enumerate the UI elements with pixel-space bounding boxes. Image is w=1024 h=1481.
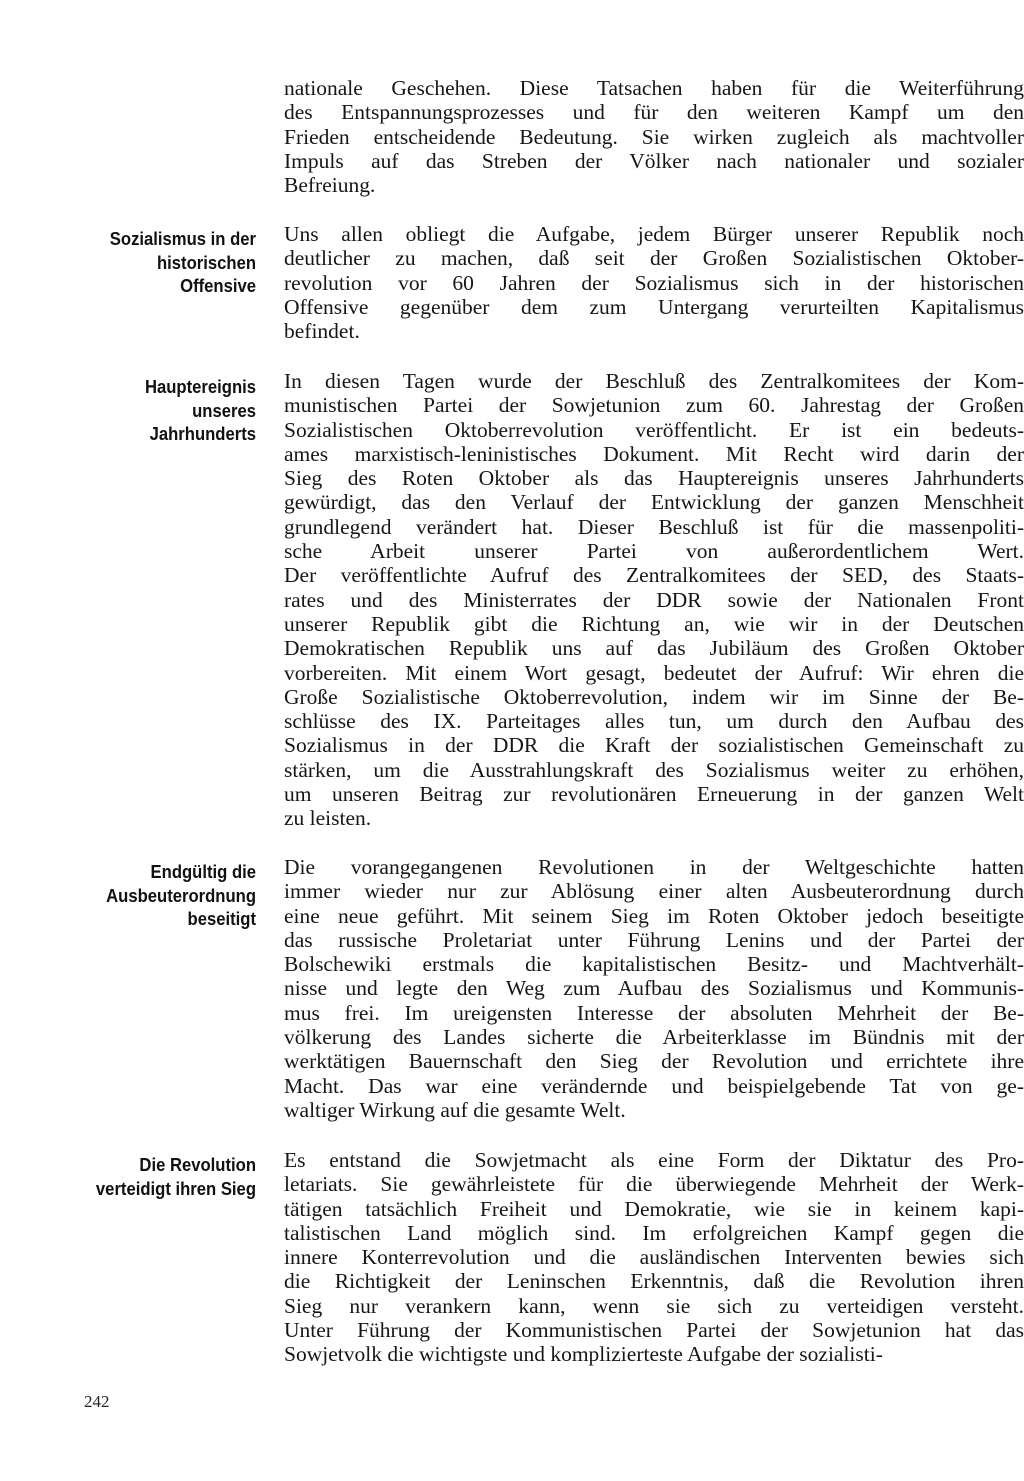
text-line: nisse und legte den Weg zum Aufbau des Sozialismus und Kommunis- [284, 976, 1024, 1001]
paragraph-nationale-geschehen [284, 76, 1024, 197]
text-line: Es entstand die Sowjetmacht als eine Form der Diktatur des Pro- [284, 1148, 1024, 1172]
text-line: Uns allen obliegt die Aufgabe, jedem Bürger unserer Republik noch [284, 222, 1024, 246]
text-line: Demokratischen Republik uns auf das Jubiläum des Großen Oktober [284, 636, 1024, 661]
paragraph-hauptereignis [284, 369, 1024, 831]
text-line: unserer Republik gibt die Richtung an, wie wir in der Deutschen [284, 611, 1024, 636]
text-line: Sowjetvolk die wichtigste und komplizierteste Aufgabe der sozialisti- [284, 1342, 883, 1367]
text-line: Sieg nur verankern kann, wenn sie sich zu verteidigen versteht. [284, 1293, 1024, 1318]
text-line: Befreiung. [284, 173, 376, 198]
text-line: grundlegend verändert hat. Dieser Beschluß ist für die massenpoliti- [284, 514, 1024, 539]
margin-note-endgueltig: Endgültig die Ausbeuterordnung beseitigt [106, 861, 256, 929]
text-line: Die vorangegangenen Revolutionen in der Weltgeschichte hatten [284, 855, 1024, 879]
text-line: Bolschewiki erstmals die kapitalistischen Besitz- und Machtverhält- [284, 952, 1024, 977]
text-line: eine neue geführt. Mit seinem Sieg im Roten Oktober jedoch beseitigte [284, 903, 1024, 928]
margin-note-hauptereignis: Hauptereignis unseres Jahrhunderts [144, 376, 256, 444]
text-line: gewürdigt, das den Verlauf der Entwicklung der ganzen Menschheit [284, 490, 1024, 515]
text-line: Impuls auf das Streben der Völker nach nationaler und sozialer [284, 148, 1024, 173]
text-line: zu leisten. [284, 806, 372, 831]
text-line: mus frei. Im ureigensten Interesse der absoluten Mehrheit der Be- [284, 1000, 1024, 1025]
text-line: Macht. Das war eine verändernde und beispielgebende Tat von ge- [284, 1073, 1024, 1098]
paragraph-sozialismus-offensive [284, 222, 1024, 343]
text-line: letariats. Sie gewährleistete für die überwiegende Mehrheit der Werk- [284, 1172, 1024, 1197]
text-line: Frieden entscheidende Bedeutung. Sie wirken zugleich als machtvoller [284, 124, 1024, 149]
margin-note-revolution-verteidigt: Die Revolution verteidigt ihren Sieg [95, 1154, 256, 1199]
text-line: Sozialismus in der DDR die Kraft der sozialistischen Gemeinschaft zu [284, 733, 1024, 758]
text-line: deutlicher zu machen, daß seit der Großen Sozialistischen Oktober- [284, 246, 1024, 271]
text-line: befindet. [284, 319, 360, 344]
text-line: Große Sozialistische Oktoberrevolution, indem wir im Sinne der Be- [284, 684, 1024, 709]
text-line: ames marxistisch-leninistisches Dokument. Mit Recht wird darin der [284, 441, 1024, 466]
page-number: 242 [84, 1392, 110, 1411]
text-line: Sozialistischen Oktoberrevolution veröffentlicht. Er ist ein bedeuts- [284, 417, 1024, 442]
paragraph-ausbeuterordnung [284, 855, 1024, 1122]
text-line: vorbereiten. Mit einem Wort gesagt, bedeutet der Aufruf: Wir ehren die [284, 660, 1024, 685]
text-line: Unter Führung der Kommunistischen Partei der Sowjetunion hat das [284, 1318, 1024, 1343]
text-line: völkerung des Landes sicherte die Arbeiterklasse im Bündnis mit der [284, 1025, 1024, 1050]
text-line: um unseren Beitrag zur revolutionären Erneuerung in der ganzen Welt [284, 782, 1024, 807]
text-line: des Entspannungsprozesses und für den weiteren Kampf um den [284, 100, 1024, 125]
text-line: stärken, um die Ausstrahlungskraft des Sozialismus weiter zu erhöhen, [284, 757, 1024, 782]
text-line: revolution vor 60 Jahren der Sozialismus sich in der historischen [284, 270, 1024, 295]
text-line: die Richtigkeit der Leninschen Erkenntnis, daß die Revolution ihren [284, 1269, 1024, 1294]
paragraph-revolution-verteidigt [284, 1148, 1024, 1367]
text-line: innere Konterrevolution und die ausländischen Interventen bewies sich [284, 1245, 1024, 1270]
text-line: immer wieder nur zur Ablösung einer alten Ausbeuterordnung durch [284, 879, 1024, 904]
text-line: Der veröffentlichte Aufruf des Zentralkomitees der SED, des Staats- [284, 563, 1024, 588]
text-line: Sieg des Roten Oktober als das Hauptereignis unseres Jahrhunderts [284, 466, 1024, 491]
text-line: In diesen Tagen wurde der Beschluß des Zentralkomitees der Kom- [284, 369, 1024, 393]
text-line: waltiger Wirkung auf die gesamte Welt. [284, 1097, 626, 1122]
text-line: das russische Proletariat unter Führung Lenins und der Partei der [284, 927, 1024, 952]
text-line: schlüsse des IX. Parteitages alles tun, um durch den Aufbau des [284, 709, 1024, 734]
text-line: sche Arbeit unserer Partei von außerordentlichem Wert. [284, 539, 1024, 564]
margin-note-sozialismus: Sozialismus in der historischen Offensive [109, 228, 256, 296]
text-line: werktätigen Bauernschaft den Sieg der Revolution und errichtete ihre [284, 1049, 1024, 1074]
text-line: rates und des Ministerrates der DDR sowie der Nationalen Front [284, 587, 1024, 612]
text-line: talistischen Land möglich sind. Im erfolgreichen Kampf gegen die [284, 1220, 1024, 1245]
text-line: Offensive gegenüber dem zum Untergang verurteilten Kapitalismus [284, 294, 1024, 319]
text-line: nationale Geschehen. Diese Tatsachen haben für die Weiterführung [284, 76, 1024, 100]
text-line: tätigen tatsächlich Freiheit und Demokratie, wie sie in keinem kapi- [284, 1196, 1024, 1221]
text-line: munistischen Partei der Sowjetunion zum 60. Jahrestag der Großen [284, 393, 1024, 418]
